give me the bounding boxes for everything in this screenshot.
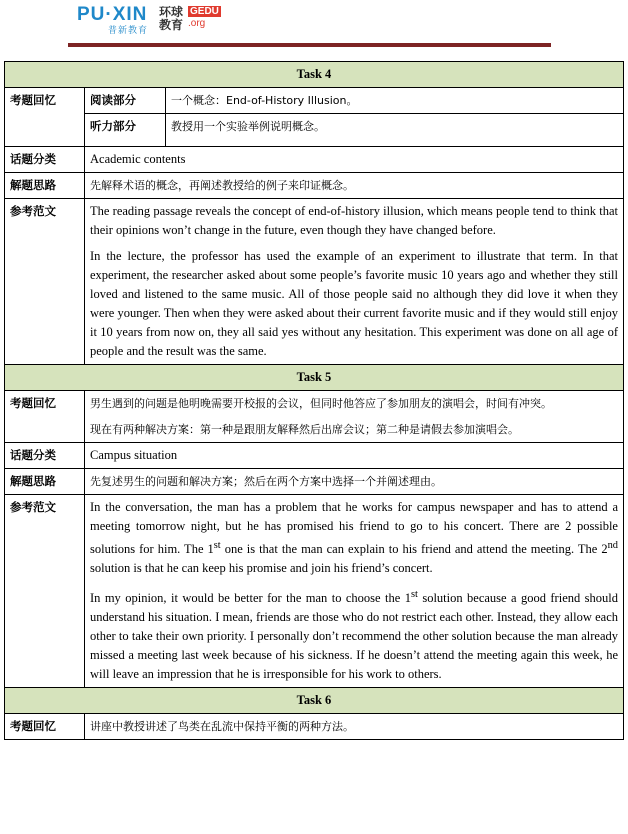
page-header <box>0 0 628 52</box>
task-4-sample-row <box>5 199 624 365</box>
task-5-approach: 先复述男生的问题和解决方案；然后在两个方案中选择一个并阐述理由。 <box>85 469 624 495</box>
gedu-logo <box>188 6 221 30</box>
category-label: 话题分类 <box>5 147 85 173</box>
task-4-sample <box>85 199 624 365</box>
task-6-header-row <box>5 688 624 714</box>
task-5-sample-row <box>5 495 624 688</box>
answer-table <box>4 61 624 740</box>
task-5-sample-paragraph-2 <box>90 585 618 684</box>
task-4-listening-content: 教授用一个实验举例说明概念。 <box>166 114 624 147</box>
header-divider <box>68 43 551 47</box>
ordinal-suffix: st <box>410 589 418 601</box>
ordinal-suffix: nd <box>607 540 618 551</box>
gedu-logo-domain: .org <box>188 18 206 29</box>
sample-label: 参考范文 <box>5 495 85 688</box>
task-5-sample-paragraph-1 <box>90 498 618 578</box>
task-5-category-row <box>5 443 624 469</box>
puxin-logo-subtitle: 普新教育 <box>108 26 149 36</box>
task-5-sample-p1-part-c: solution is that he can keep his promise and join his friend’s concert. <box>90 561 433 576</box>
task-5-sample <box>85 495 624 688</box>
puxin-logo: PU·XIN <box>77 4 148 25</box>
task-5-sample-p2-part-b: solution because a good friend should understand his situation. I mean, friends are those who do not restrict each other. Instead, they allow each other to take their own priority. I personally don’t recommend the other solution because the man already missed a meeting last week because of his sickness. If he doesn’t attend the meeting again this week, he will leave an impression that he is irresponsible for his work to others. <box>90 591 618 682</box>
task-4-review-listening-row <box>5 114 624 147</box>
category-label: 话题分类 <box>5 443 85 469</box>
task-4-review-reading-row <box>5 88 624 114</box>
task-5-review <box>85 391 624 443</box>
task-4-sample-paragraph-2: In the lecture, the professor has used the example of an experiment to illustrate that term. In that experiment, the researcher asked about some people’s favorite music 10 years ago and whether they still loved and listened to the same music. All of those people said no although they did love it when they were younger. Then when they were asked about their current favorite music and if they would still enjoy it 10 years from now on, they all said yes without any hesitation. This experiment was done on all age of people and the result was the same. <box>90 249 618 358</box>
approach-label: 解题思路 <box>5 173 85 199</box>
task-5-category: Campus situation <box>85 443 624 469</box>
task-5-sample-p1-part-b: one is that the man can explain to his friend and attend the meeting. The 2 <box>220 542 608 557</box>
sample-label: 参考范文 <box>5 199 85 365</box>
task-4-approach: 先解释术语的概念，再阐述教授给的例子来印证概念。 <box>85 173 624 199</box>
review-label: 考题回忆 <box>5 88 85 147</box>
task-4-category: Academic contents <box>85 147 624 173</box>
task-5-approach-row <box>5 469 624 495</box>
task-4-title: Task 4 <box>5 62 624 88</box>
task-6-review-row <box>5 714 624 740</box>
task-4-sample-paragraph-1: The reading passage reveals the concept of end-of-history illusion, which means people tend to think that their opinions won’t change in the future, even though they have changed before. <box>90 204 618 237</box>
task-5-sample-p1-part-a: In the conversation, the man has a problem that he works for campus newspaper and has to attend a meeting tomorrow night, but he has promised his friend to go to his concert. There are 2 possible solutions for him. The 1 <box>90 500 618 557</box>
reading-label: 阅读部分 <box>85 88 166 114</box>
approach-label: 解题思路 <box>5 469 85 495</box>
task-6-title: Task 6 <box>5 688 624 714</box>
task-4-header-row <box>5 62 624 88</box>
task-5-review-paragraph-2: 现在有两种解决方案：第一种是跟朋友解释然后出席会议；第二种是请假去参加演唱会。 <box>90 423 519 436</box>
task-6-review: 讲座中教授讲述了鸟类在乱流中保持平衡的两种方法。 <box>85 714 624 740</box>
task-5-review-paragraph-1: 男生遇到的问题是他明晚需要开校报的会议，但同时他答应了参加朋友的演唱会，时间有冲突。 <box>90 397 552 410</box>
task-5-header-row <box>5 365 624 391</box>
task-4-reading-content: 一个概念：End-of-History Illusion。 <box>166 88 624 114</box>
ordinal-suffix: st <box>213 540 221 551</box>
task-5-sample-p2-part-a: In my opinion, it would be better for the man to choose the 1 <box>90 591 411 606</box>
review-label: 考题回忆 <box>5 391 85 443</box>
task-5-title: Task 5 <box>5 365 624 391</box>
gedu-logo-mark: GEDU <box>190 6 219 17</box>
listening-label: 听力部分 <box>85 114 166 147</box>
gedu-logo-chinese: 环球教育 <box>159 5 184 32</box>
task-4-category-row <box>5 147 624 173</box>
task-4-approach-row <box>5 173 624 199</box>
review-label: 考题回忆 <box>5 714 85 740</box>
task-5-review-row <box>5 391 624 443</box>
